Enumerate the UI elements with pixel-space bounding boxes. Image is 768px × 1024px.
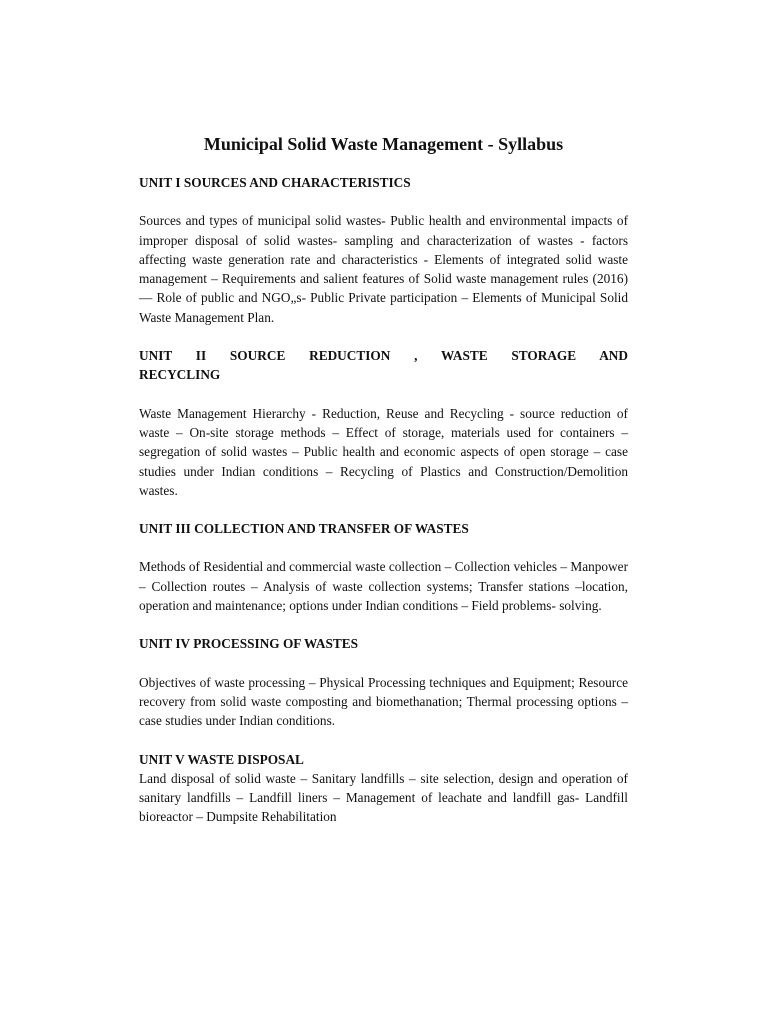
unit-5-heading: UNIT V WASTE DISPOSAL (139, 751, 304, 767)
unit-3-body: Methods of Residential and commercial waste collection – Collection vehicles – Manpower – Collection routes – Analysis of waste collection systems; Transfer stations –location, operation and maintenance; options under Indian conditions – Field problems- solving. (139, 559, 628, 614)
syllabus-page (139, 128, 628, 827)
unit-2-heading-line-2: RECYCLING (139, 367, 221, 383)
unit-2-body: Waste Management Hierarchy - Reduction, Reuse and Recycling - source reduction of waste – On-site storage methods – Effect of storage, materials used for containers – segregation of solid wastes – Public health and economic aspects of open storage – case studies under Indian conditions – Recycling of Plastics and Construction/Demolition wastes. (139, 405, 628, 498)
unit-2-heading (139, 346, 628, 385)
unit-4-body: Objectives of waste processing – Physical Processing techniques and Equipment; Resource recovery from solid waste composting and biomethanation; Thermal processing options – case studies under Indian conditions. (139, 674, 628, 729)
unit-1-heading: UNIT I SOURCES AND CHARACTERISTICS (139, 175, 411, 190)
unit-4-heading: UNIT IV PROCESSING OF WASTES (139, 636, 358, 652)
unit-3-heading: UNIT III COLLECTION AND TRANSFER OF WASTES (139, 521, 469, 537)
unit-1-body: Sources and types of municipal solid wastes- Public health and environmental impacts of improper disposal of solid wastes- sampling and characterization of wastes - factors affecting waste generation rate and characteristics - Elements of integrated solid waste management – Requirements and salient features of Solid waste management rules (2016) — Role of public and NGO„s- Public Private participation – Elements of Municipal Solid Waste Management Plan. (139, 213, 628, 325)
document-title: Municipal Solid Waste Management - Syllabus (203, 134, 564, 154)
unit-5-body: Land disposal of solid waste – Sanitary landfills – site selection, design and operation of sanitary landfills – Landfill liners – Management of leachate and landfill gas- Landfill bioreactor – Dumpsite Rehabilitation (139, 770, 628, 825)
unit-2-heading-line-1: UNIT II SOURCE REDUCTION , WASTE STORAGE AND (139, 348, 628, 364)
